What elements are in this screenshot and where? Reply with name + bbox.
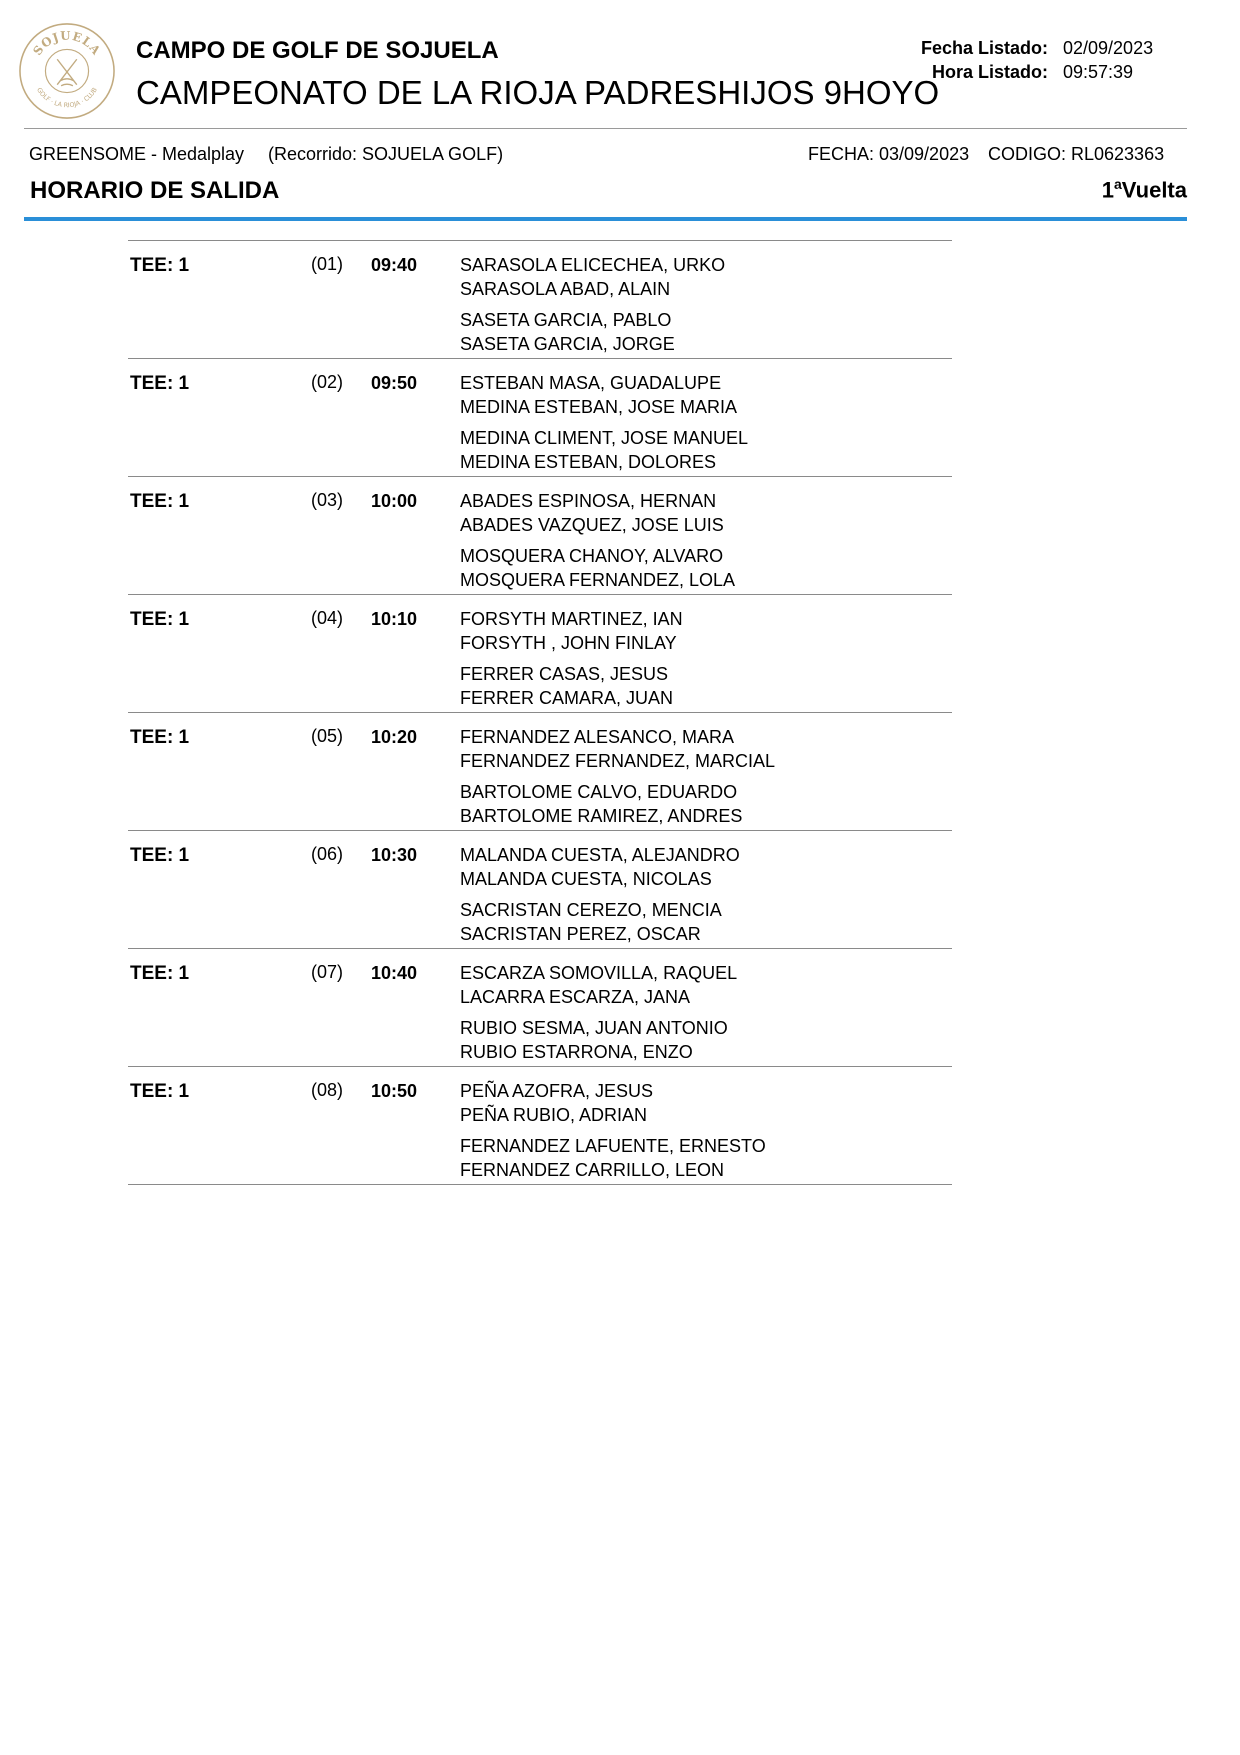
group-number: (07) [311, 962, 344, 982]
tee-time-row [128, 240, 952, 358]
player-name: PEÑA RUBIO, ADRIAN [460, 1104, 648, 1125]
player-pair [460, 254, 725, 301]
player-pair [460, 372, 748, 419]
player-name: BARTOLOME CALVO, EDUARDO [460, 782, 738, 802]
group-number: (03) [311, 490, 344, 510]
player-name: SARASOLA ABAD, ALAIN [460, 278, 671, 299]
round-label [1102, 176, 1187, 203]
tee-label: TEE: 1 [130, 845, 190, 866]
competition-format: GREENSOME - Medalplay [29, 144, 245, 164]
group-players [460, 962, 737, 1064]
player-pair [460, 490, 735, 537]
player-pair [460, 1135, 766, 1182]
round-ordinal: a [1113, 176, 1122, 192]
course-name: (Recorrido: SOJUELA GOLF) [268, 144, 504, 164]
tee-time-list [128, 240, 952, 1185]
section-title: HORARIO DE SALIDA [30, 177, 280, 204]
player-pair [460, 608, 683, 655]
player-pair [460, 844, 740, 891]
player-name: FERRER CAMARA, JUAN [460, 687, 674, 708]
player-pair [460, 781, 775, 828]
player-pair [460, 962, 737, 1009]
start-time: 09:50 [371, 373, 418, 393]
group-number: (06) [311, 844, 344, 864]
player-name: MOSQUERA CHANOY, ALVARO [460, 546, 724, 566]
tee-time-row [128, 830, 952, 948]
start-time: 10:20 [371, 727, 418, 747]
start-time: 10:50 [371, 1081, 418, 1101]
player-name: BARTOLOME RAMIREZ, ANDRES [460, 805, 743, 826]
player-name: RUBIO ESTARRONA, ENZO [460, 1041, 693, 1062]
player-name: MOSQUERA FERNANDEZ, LOLA [460, 569, 736, 590]
group-number: (04) [311, 608, 344, 628]
player-name: ESTEBAN MASA, GUADALUPE [460, 373, 722, 393]
svg-text:SOJUELA [30, 28, 104, 57]
player-pair [460, 1017, 737, 1064]
player-name: SARASOLA ELICECHEA, URKO [460, 255, 726, 275]
event-title: CAMPEONATO DE LA RIOJA PADRESHIJOS 9HOYO [136, 74, 940, 111]
start-time: 10:00 [371, 491, 418, 511]
player-name: FERNANDEZ LAFUENTE, ERNESTO [460, 1136, 766, 1156]
player-name: FERRER CASAS, JESUS [460, 664, 669, 684]
group-number: (01) [311, 254, 344, 274]
round-word: Vuelta [1121, 177, 1187, 203]
tee-label: TEE: 1 [130, 491, 190, 512]
start-time: 10:10 [371, 609, 418, 629]
tee-time-row [128, 1066, 952, 1185]
player-name: MALANDA CUESTA, NICOLAS [460, 868, 712, 889]
player-name: FORSYTH MARTINEZ, IAN [460, 609, 683, 629]
player-pair [460, 309, 725, 356]
start-time: 10:30 [371, 845, 418, 865]
group-number: (08) [311, 1080, 344, 1100]
group-number: (02) [311, 372, 344, 392]
club-name: CAMPO DE GOLF DE SOJUELA [136, 37, 499, 64]
player-name: PEÑA AZOFRA, JESUS [460, 1081, 654, 1101]
player-name: FERNANDEZ ALESANCO, MARA [460, 727, 735, 747]
group-players [460, 490, 735, 592]
club-logo [18, 22, 116, 120]
tee-label: TEE: 1 [130, 727, 190, 748]
start-time: 10:40 [371, 963, 418, 983]
fecha-listado-label: Fecha Listado: [920, 38, 1048, 58]
tee-label: TEE: 1 [130, 373, 190, 394]
round-number: 1 [1101, 177, 1114, 203]
header-divider [24, 128, 1187, 129]
group-players [460, 254, 725, 356]
tee-time-row [128, 948, 952, 1066]
player-name: MALANDA CUESTA, ALEJANDRO [460, 845, 740, 865]
crossed-clubs-icon [57, 59, 77, 85]
player-name: MEDINA CLIMENT, JOSE MANUEL [460, 428, 749, 448]
tee-time-row [128, 594, 952, 712]
player-name: ESCARZA SOMOVILLA, RAQUEL [460, 963, 738, 983]
group-players [460, 1080, 766, 1182]
player-pair [460, 427, 748, 474]
player-pair [460, 545, 735, 592]
group-players [460, 372, 748, 474]
player-pair [460, 663, 683, 710]
tee-time-row [128, 712, 952, 830]
hora-listado-value: 09:57:39 [1063, 62, 1134, 82]
section-divider [24, 217, 1187, 221]
logo-text-top: SOJUELA [30, 28, 104, 58]
player-name: SASETA GARCIA, PABLO [460, 310, 672, 330]
player-name: ABADES ESPINOSA, HERNAN [460, 491, 717, 511]
group-number: (05) [311, 726, 344, 746]
player-name: RUBIO SESMA, JUAN ANTONIO [460, 1018, 728, 1038]
player-name: FERNANDEZ CARRILLO, LEON [460, 1159, 725, 1180]
tee-label: TEE: 1 [130, 609, 190, 630]
tee-label: TEE: 1 [130, 963, 190, 984]
tee-time-row [128, 358, 952, 476]
tee-label: TEE: 1 [130, 255, 190, 276]
player-name: SASETA GARCIA, JORGE [460, 333, 675, 354]
player-name: SACRISTAN CEREZO, MENCIA [460, 900, 722, 920]
competition-code: CODIGO: RL0623363 [988, 144, 1165, 164]
player-pair [460, 1080, 766, 1127]
svg-text:GOLF · LA RIOJA · CLUB [35, 86, 99, 109]
group-players [460, 844, 740, 946]
competition-date: FECHA: 03/09/2023 [808, 144, 970, 164]
tee-time-row [128, 476, 952, 594]
hora-listado-label: Hora Listado: [931, 62, 1048, 82]
player-pair [460, 726, 775, 773]
player-name: MEDINA ESTEBAN, JOSE MARIA [460, 396, 738, 417]
group-players [460, 608, 683, 710]
start-time: 09:40 [371, 255, 418, 275]
player-name: FORSYTH , JOHN FINLAY [460, 632, 677, 653]
fecha-listado-value: 02/09/2023 [1063, 38, 1154, 58]
player-name: FERNANDEZ FERNANDEZ, MARCIAL [460, 750, 776, 771]
player-pair [460, 899, 740, 946]
player-name: ABADES VAZQUEZ, JOSE LUIS [460, 514, 724, 535]
logo-text-bottom: GOLF · LA RIOJA · CLUB [35, 86, 99, 110]
player-name: MEDINA ESTEBAN, DOLORES [460, 451, 717, 472]
player-name: LACARRA ESCARZA, JANA [460, 986, 691, 1007]
tee-label: TEE: 1 [130, 1081, 190, 1102]
player-name: SACRISTAN PEREZ, OSCAR [460, 923, 701, 944]
group-players [460, 726, 775, 828]
